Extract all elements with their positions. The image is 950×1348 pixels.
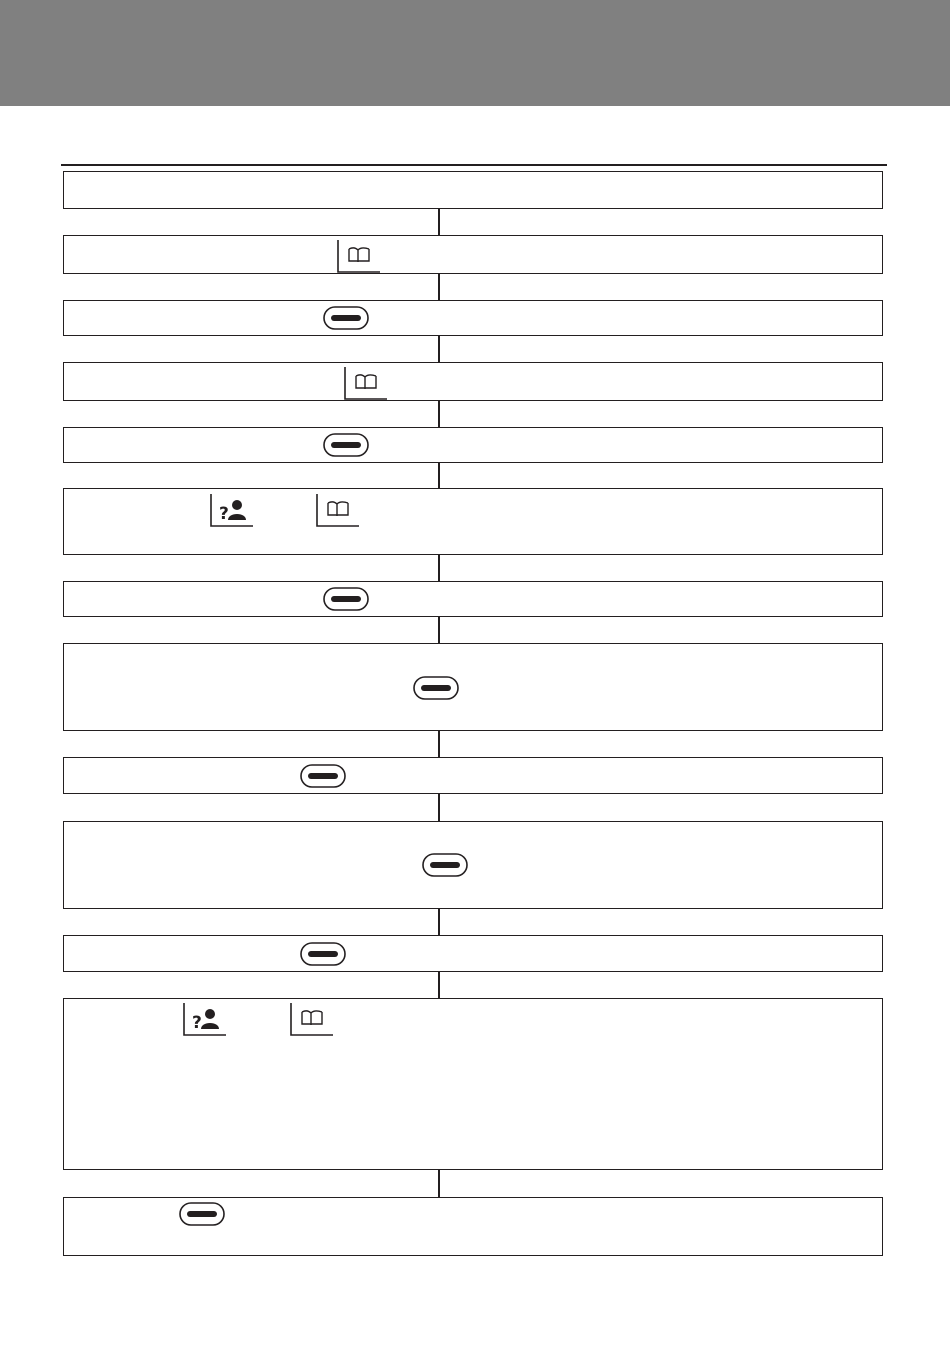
help-person-key-icon <box>183 1002 227 1036</box>
flow-step-8 <box>63 643 883 731</box>
dash-key-icon <box>323 433 369 457</box>
book-key-icon <box>290 1002 334 1036</box>
svg-text:?: ? <box>219 504 229 524</box>
svg-text:?: ? <box>192 1013 202 1033</box>
flow-connector <box>438 794 440 821</box>
help-person-key-icon <box>210 493 254 527</box>
dash-key-icon <box>300 764 346 788</box>
section-rule <box>61 164 887 166</box>
dash-key-icon <box>300 942 346 966</box>
flow-step-13 <box>63 1197 883 1256</box>
dash-key-icon <box>323 587 369 611</box>
flow-step-9 <box>63 757 883 794</box>
flow-connector <box>438 617 440 643</box>
flow-connector <box>438 401 440 427</box>
header-band <box>0 0 950 106</box>
flow-step-5 <box>63 427 883 463</box>
flow-step-6 <box>63 488 883 555</box>
flow-connector <box>438 731 440 757</box>
book-key-icon <box>344 366 388 400</box>
flow-step-7 <box>63 581 883 617</box>
dash-key-icon <box>323 306 369 330</box>
flow-connector <box>438 555 440 581</box>
flow-step-10 <box>63 821 883 909</box>
flow-step-1 <box>63 171 883 209</box>
flow-connector <box>438 1170 440 1197</box>
book-key-icon <box>337 239 381 273</box>
flow-step-2 <box>63 235 883 274</box>
flow-step-4 <box>63 362 883 401</box>
dash-key-icon <box>413 676 459 700</box>
flow-step-12 <box>63 998 883 1170</box>
flow-connector <box>438 463 440 488</box>
flow-step-3 <box>63 300 883 336</box>
flow-connector <box>438 336 440 362</box>
flow-step-11 <box>63 935 883 972</box>
flow-connector <box>438 209 440 235</box>
flow-connector <box>438 274 440 300</box>
dash-key-icon <box>179 1202 225 1226</box>
flow-connector <box>438 909 440 935</box>
flow-connector <box>438 972 440 998</box>
book-key-icon <box>316 493 360 527</box>
dash-key-icon <box>422 853 468 877</box>
